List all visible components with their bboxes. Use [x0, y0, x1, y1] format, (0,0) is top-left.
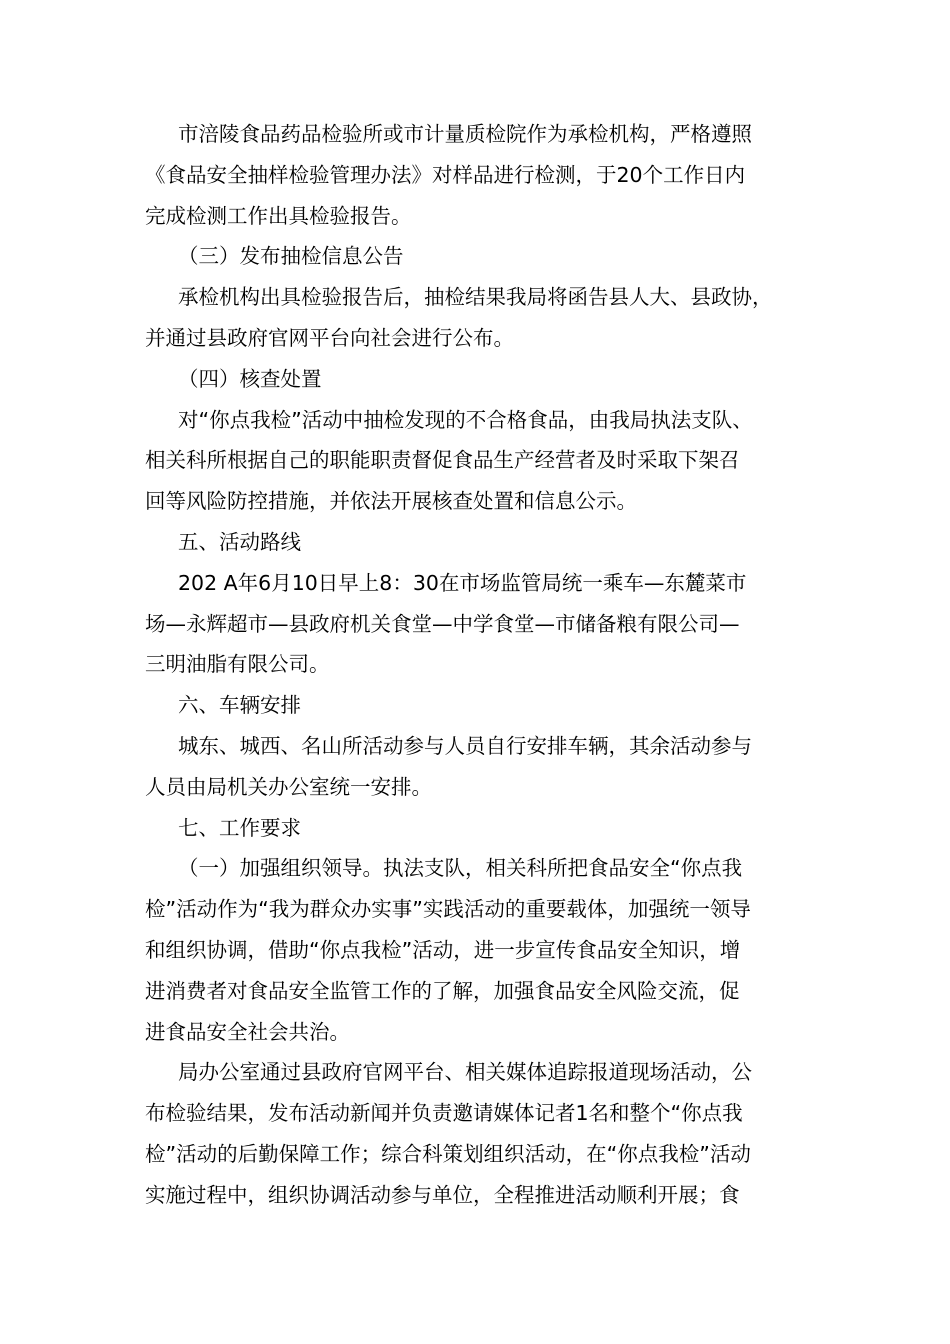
paragraph-line: 布检验结果，发布活动新闻并负责邀请媒体记者1名和整个“你点我 [145, 1101, 743, 1126]
paragraph-line: 局办公室通过县政府官网平台、相关媒体追踪报道现场活动，公 [178, 1060, 752, 1085]
paragraph-line: 和组织协调，借助“你点我检”活动，进一步宣传食品安全知识，增 [145, 937, 741, 962]
paragraph-line: 对“你点我检”活动中抽检发现的不合格食品，由我局执法支队、 [178, 407, 753, 432]
paragraph-line: 检”活动的后勤保障工作；综合科策划组织活动，在“你点我检”活动 [145, 1141, 751, 1166]
paragraph-line: 场—永辉超市—县政府机关食堂—中学食堂—市储备粮有限公司— [145, 611, 740, 636]
paragraph-line: 完成检测工作出具检验报告。 [145, 203, 412, 228]
paragraph-line: 并通过县政府官网平台向社会进行公布。 [145, 325, 514, 350]
paragraph-line: 承检机构出具检验报告后，抽检结果我局将函告县人大、县政协， [178, 285, 773, 310]
section-heading: 六、车辆安排 [178, 693, 301, 718]
paragraph-line: 《食品安全抽样检验管理办法》对样品进行检测，于20个工作日内 [145, 162, 746, 187]
paragraph-line: 人员由局机关办公室统一安排。 [145, 774, 432, 799]
section-heading: （三）发布抽检信息公告 [178, 244, 404, 269]
section-heading: （四）核查处置 [178, 366, 322, 391]
paragraph-line: 回等风险防控措施，并依法开展核查处置和信息公示。 [145, 489, 637, 514]
paragraph-line: 城东、城西、名山所活动参与人员自行安排车辆，其余活动参与 [178, 733, 752, 758]
document-body [145, 114, 810, 1216]
paragraph-line: （一）加强组织领导。执法支队，相关科所把食品安全“你点我 [178, 856, 743, 881]
paragraph-line: 实施过程中，组织协调活动参与单位，全程推进活动顺利开展；食 [145, 1182, 740, 1207]
paragraph-line: 检”活动作为“我为群众办实事”实践活动的重要载体，加强统一领导 [145, 897, 751, 922]
paragraph-line: 进消费者对食品安全监管工作的了解，加强食品安全风险交流，促 [145, 978, 740, 1003]
paragraph-line: 202 A年6月10日早上8：30在市场监管局统一乘车—东麓菜市 [178, 570, 747, 595]
paragraph-line: 市涪陵食品药品检验所或市计量质检院作为承检机构，严格遵照 [178, 122, 752, 146]
section-heading: 七、工作要求 [178, 815, 301, 840]
section-heading: 五、活动路线 [178, 529, 301, 554]
paragraph-line: 三明油脂有限公司。 [145, 652, 330, 677]
paragraph-line: 相关科所根据自己的职能职责督促食品生产经营者及时采取下架召 [145, 448, 740, 473]
paragraph-line: 进食品安全社会共治。 [145, 1019, 350, 1044]
